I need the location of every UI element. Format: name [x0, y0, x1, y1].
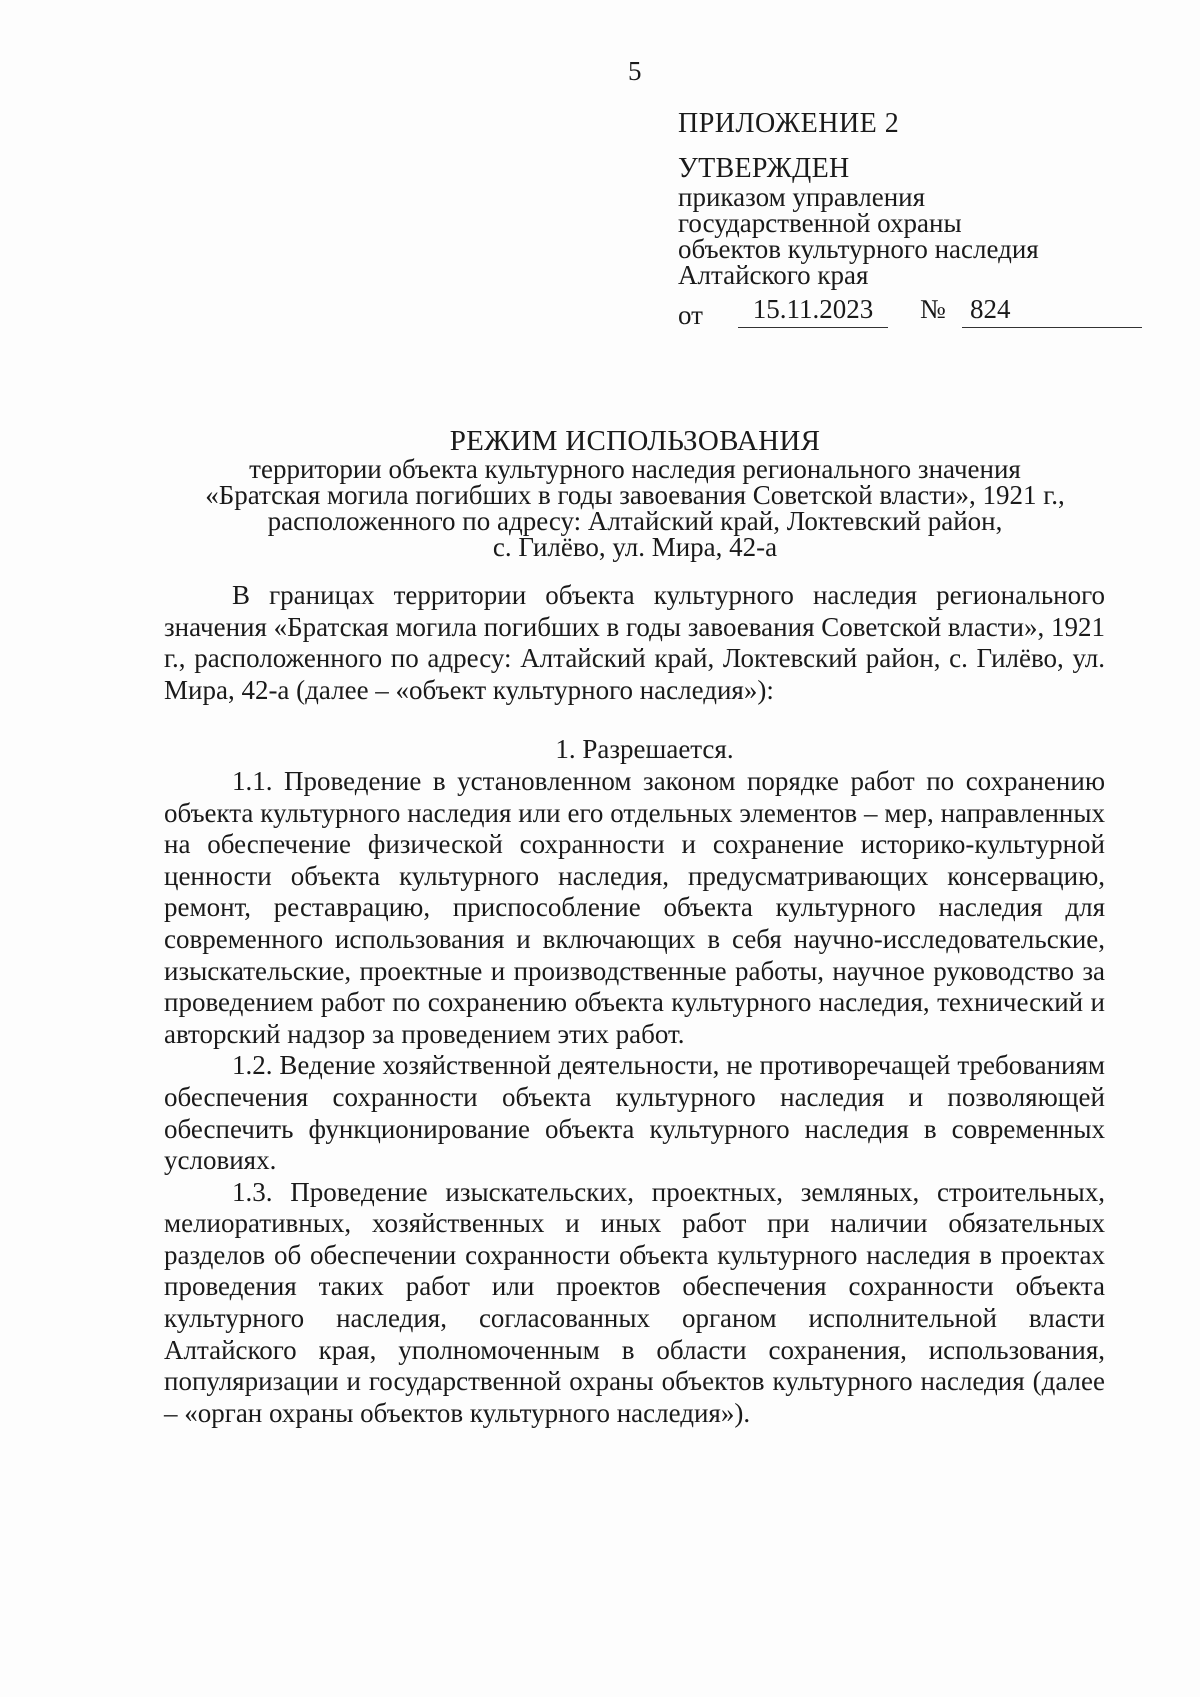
order-number: 824: [962, 294, 1142, 328]
order-date: 15.11.2023: [738, 294, 888, 328]
appendix-label: ПРИЛОЖЕНИЕ 2: [678, 108, 900, 139]
number-sign: №: [920, 294, 946, 324]
approval-line: Алтайского края: [678, 260, 869, 290]
clause-1-2: 1.2. Ведение хозяйственной деятельности, не противоречащей требованиям обеспечения сохранности объекта культурного наследия и позволяющей обеспечить функционирование объекта культурного наследия в современных условиях.: [164, 1050, 1105, 1176]
document-body: [164, 580, 1105, 1429]
approved-label: УТВЕРЖДЕН: [678, 153, 850, 184]
title-line: с. Гилёво, ул. Мира, 42-а: [492, 532, 778, 562]
page-number: 5: [628, 56, 642, 86]
date-prefix: от: [678, 300, 703, 330]
date-number-row: [678, 294, 1148, 328]
approval-line: приказом управления: [678, 182, 926, 212]
intro-paragraph: В границах территории объекта культурного наследия регионального значения «Братская могила погибших в годы завоевания Советской власти», 1921 г., расположенного по адресу: Алтайский край, Локтевский район, с. Гилёво, ул. Мира, 42-а (далее – «объект культурного наследия»):: [164, 580, 1105, 705]
title-line: территории объекта культурного наследия регионального значения: [249, 454, 1021, 484]
approval-block: [678, 108, 1148, 328]
clause-1-3: 1.3. Проведение изыскательских, проектных, земляных, строительных, мелиоративных, хозяйственных и иных работ при наличии обязательных разделов об обеспечении сохранности объекта культурного наследия в проектах проведения таких работ или проектов обеспечения сохранности объекта культурного наследия, согласованных органом исполнительной власти Алтайского края, уполномоченным в области сохранения, использования, популяризации и государственной охраны объектов культурного наследия (далее – «орган охраны объектов культурного наследия»).: [164, 1176, 1105, 1428]
approval-line: объектов культурного наследия: [678, 234, 1039, 264]
title-line: расположенного по адресу: Алтайский край, Локтевский район,: [267, 506, 1003, 536]
approval-line: государственной охраны: [678, 208, 962, 238]
clause-1-1: 1.1. Проведение в установленном законом порядке работ по сохранению объекта культурного наследия или его отдельных элементов – мер, направленных на обеспечение физической сохранности и сохранение историко-культурной ценности объекта культурного наследия, предусматривающих консервацию, ремонт, реставрацию, приспособление объекта культурного наследия для современного использования и включающих в себя научно-исследовательские, изыскательские, проектные и производственные работы, научное руководство за проведением работ по сохранению объекта культурного наследия, технический и авторский надзор за проведением этих работ.: [164, 765, 1105, 1049]
section-heading: 1. Разрешается.: [555, 734, 734, 765]
document-title: [160, 426, 1110, 560]
title-main: РЕЖИМ ИСПОЛЬЗОВАНИЯ: [449, 425, 821, 457]
title-line: «Братская могила погибших в годы завоевания Советской власти», 1921 г.,: [205, 480, 1065, 510]
